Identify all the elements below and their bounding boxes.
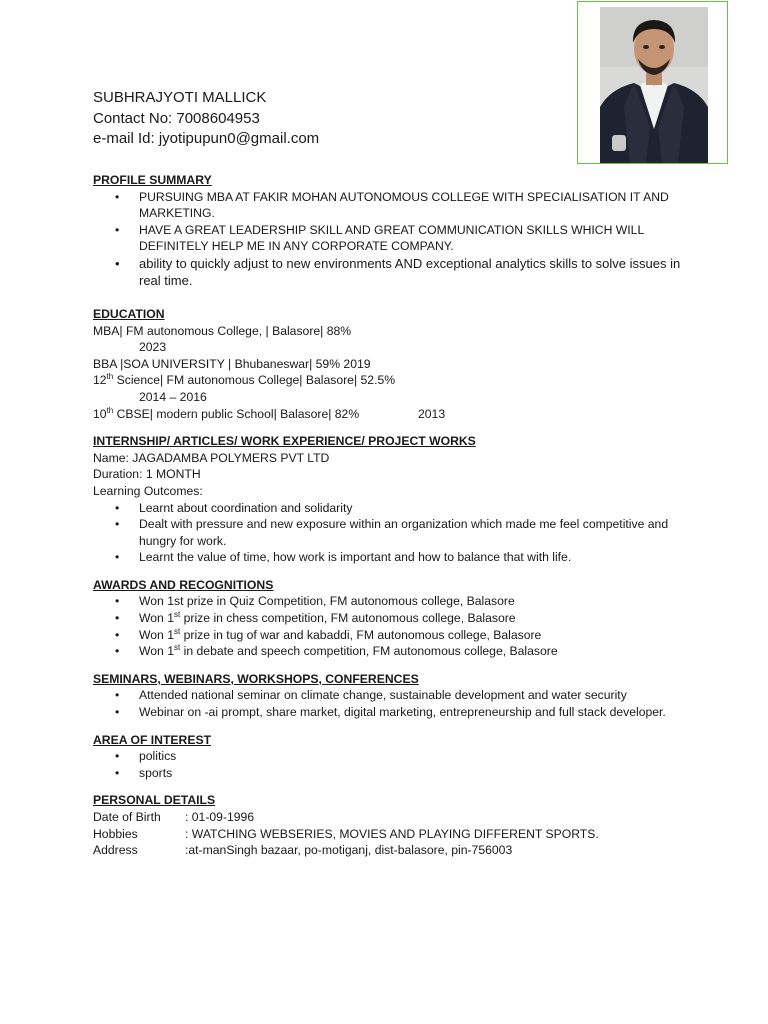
profile-summary-list-extra (93, 255, 683, 290)
internship-duration: Duration: 1 MONTH (93, 467, 201, 482)
list-item (93, 643, 683, 660)
personal-hobbies-row (93, 826, 683, 843)
awards-title: AWARDS AND RECOGNITIONS (93, 577, 274, 592)
personal-dob-row (93, 809, 683, 826)
list-item: • sports (93, 765, 683, 782)
list-item: • Dealt with pressure and new exposure within an organization which made me feel competitive and hungry for work. (93, 516, 683, 549)
award-sup: st (174, 643, 181, 653)
list-item: • PURSUING MBA AT FAKIR MOHAN AUTONOMOUS COLLEGE WITH SPECIALISATION IT AND MARKETING. (93, 189, 683, 222)
header (93, 88, 319, 150)
education-mba: MBA| FM autonomous College, | Balasore| 88% (93, 323, 352, 338)
edu-12-sup: th (106, 372, 114, 382)
education-10th (93, 406, 683, 423)
hobbies-value: : WATCHING WEBSERIES, MOVIES AND PLAYING DIFFERENT SPORTS. (185, 826, 599, 841)
personal-details-title: PERSONAL DETAILS (93, 793, 216, 808)
address-value: :at-manSingh bazaar, po-motiganj, dist-balasore, pin-756003 (185, 843, 513, 858)
interest-list (93, 748, 683, 781)
edu-10-num: 10 (93, 406, 107, 421)
dob-label: Date of Birth (93, 810, 161, 824)
awards-list (93, 593, 683, 659)
list-item: • Webinar on -ai prompt, share market, digital marketing, entrepreneurship and full stack developer. (93, 704, 683, 721)
interest-title: AREA OF INTEREST (93, 732, 212, 747)
internship-name: Name: JAGADAMBA POLYMERS PVT LTD (93, 450, 330, 465)
award-sup: st (174, 610, 181, 619)
award-text: prize in chess competition, FM autonomous college, Balasore (180, 611, 516, 626)
education-12th (93, 372, 683, 389)
edu-12-text: Science| FM autonomous College| Balasore| 52.5% (113, 373, 396, 388)
education-mba-year: 2023 (139, 340, 167, 355)
edu-10-year: 2013 (418, 406, 446, 421)
list-item: • HAVE A GREAT LEADERSHIP SKILL AND GREAT COMMUNICATION SKILLS WHICH WILL DEFINITELY HELP ME IN ANY CORPORATE COMPANY. (93, 222, 683, 255)
internship-outcomes-list (93, 500, 683, 566)
education-title: EDUCATION (93, 306, 165, 321)
profile-photo (600, 7, 708, 163)
hobbies-label: Hobbies (93, 826, 138, 841)
award-won: Won 1 (139, 627, 175, 642)
email-address: e-mail Id: jyotipupun0@gmail.com (93, 130, 320, 147)
award-text: prize in tug of war and kabaddi, FM autonomous college, Balasore (180, 627, 542, 642)
seminars-list (93, 687, 683, 720)
internship-outcomes-label: Learning Outcomes: (93, 483, 203, 498)
internship-title: INTERNSHIP/ ARTICLES/ WORK EXPERIENCE/ PROJECT WORKS (93, 434, 476, 449)
seminars-title: SEMINARS, WEBINARS, WORKSHOPS, CONFERENCES (93, 671, 419, 686)
list-item: • Learnt about coordination and solidarity (93, 500, 683, 517)
contact-number: Contact No: 7008604953 (93, 109, 260, 127)
award-sup: st (174, 626, 181, 636)
list-item: • Won 1st prize in Quiz Competition, FM autonomous college, Balasore (93, 593, 683, 610)
list-item (93, 627, 683, 644)
list-item (93, 610, 683, 627)
profile-summary-title: PROFILE SUMMARY (93, 173, 212, 187)
profile-photo-frame (577, 1, 728, 164)
list-item: • Attended national seminar on climate change, sustainable development and water security (93, 687, 683, 704)
dob-value: : 01-09-1996 (185, 810, 255, 824)
award-won: Won 1 (139, 611, 175, 626)
edu-10-sup: th (106, 405, 114, 415)
list-item: • ability to quickly adjust to new environments AND exceptional analytics skills to solve issues in real time. (93, 255, 683, 290)
edu-10-text: CBSE| modern public School| Balasore| 82% (113, 406, 360, 421)
list-item: • Learnt the value of time, how work is important and how to balance that with life. (93, 549, 683, 566)
person-portrait-icon (600, 7, 708, 163)
personal-address-row (93, 842, 683, 859)
address-label: Address (93, 843, 138, 858)
resume-content (93, 172, 683, 859)
edu-12-num: 12 (93, 373, 107, 388)
profile-summary-list (93, 189, 683, 255)
education-12th-year: 2014 – 2016 (139, 389, 207, 404)
education-bba: BBA |SOA UNIVERSITY | Bhubaneswar| 59% 2019 (93, 356, 371, 371)
award-text: in debate and speech competition, FM autonomous college, Balasore (180, 644, 558, 659)
list-item: • politics (93, 748, 683, 765)
award-won: Won 1 (139, 644, 175, 659)
candidate-name: SUBHRAJYOTI MALLICK (93, 89, 267, 106)
